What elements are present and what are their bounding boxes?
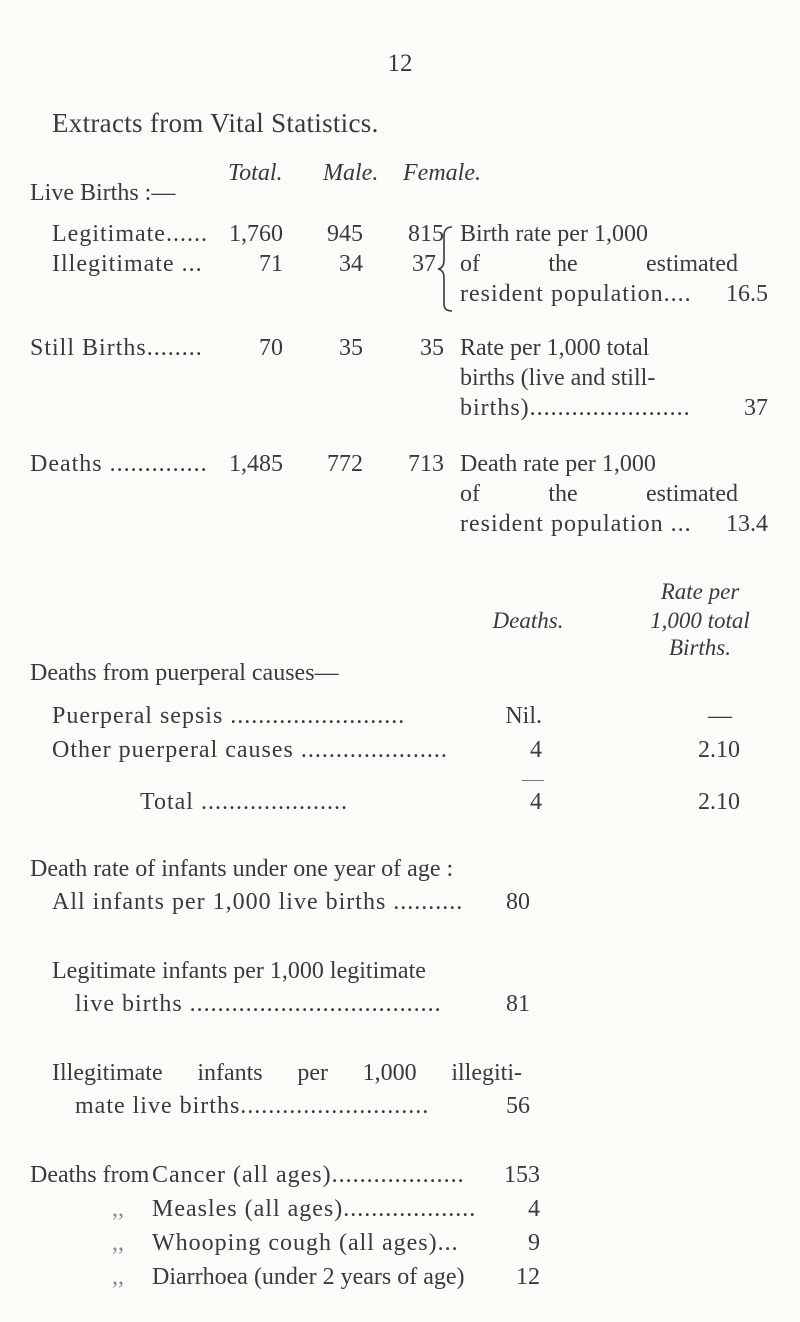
still-births-label: Still Births........ xyxy=(30,335,203,361)
still-births-male: 35 xyxy=(339,335,363,361)
cancer-value: 153 xyxy=(504,1162,540,1188)
diarrhoea-label: Diarrhoea (under 2 years of age) xyxy=(152,1264,465,1290)
col-male-header: Male. xyxy=(323,160,379,186)
rate-per-header-3: Births. xyxy=(669,635,731,660)
puerperal-total-rate: 2.10 xyxy=(698,789,740,815)
live-births-label: Live Births :— xyxy=(30,180,176,206)
puerperal-total-deaths: 4 xyxy=(530,789,542,815)
illegitimate-label: Illegitimate ... xyxy=(52,251,203,277)
other-puerperal-label: Other puerperal causes ..................... xyxy=(52,737,448,763)
still-rate-value: 37 xyxy=(744,395,768,421)
puerperal-sepsis-label: Puerperal sepsis ......................... xyxy=(52,703,406,729)
deaths-total: 1,485 xyxy=(229,451,283,477)
birth-rate-line-1: Birth rate per 1,000 xyxy=(460,221,648,247)
still-births-total: 70 xyxy=(259,335,283,361)
infant-heading: Death rate of infants under one year of age : xyxy=(30,856,454,882)
col-total-header: Total. xyxy=(228,160,283,186)
illegitimate-female: 37 xyxy=(412,251,436,277)
rate-per-header-1: Rate per xyxy=(660,579,740,604)
page-title: Extracts from Vital Statistics. xyxy=(52,108,379,138)
still-rate-line-1: Rate per 1,000 total xyxy=(460,335,650,361)
total-rule xyxy=(522,780,544,781)
other-puerperal-rate: 2.10 xyxy=(698,737,740,763)
whooping-cough-label: Whooping cough (all ages)... xyxy=(152,1230,459,1256)
birth-rate-line-3: resident population.... xyxy=(460,281,692,307)
all-infants-label: All infants per 1,000 live births .......... xyxy=(52,889,464,915)
illegit-infants-line-1: Illegitimate infants per 1,000 illegiti- xyxy=(52,1060,522,1086)
death-rate-line-3: resident population ... xyxy=(460,511,692,537)
legitimate-male: 945 xyxy=(327,221,363,247)
still-rate-line-3: births)....................... xyxy=(460,395,691,421)
legit-infants-line-2: live births .................................... xyxy=(75,991,442,1017)
cancer-label: Cancer (all ages)................... xyxy=(152,1162,465,1188)
legitimate-total: 1,760 xyxy=(229,221,283,247)
puerperal-total-label: Total ..................... xyxy=(140,789,348,815)
curly-brace-icon xyxy=(436,224,456,314)
puerperal-sepsis-deaths: Nil. xyxy=(505,703,542,729)
legitimate-label: Legitimate...... xyxy=(52,221,208,247)
puerperal-heading: Deaths from puerperal causes— xyxy=(30,660,339,686)
death-rate-value: 13.4 xyxy=(726,511,768,537)
legit-infants-value: 81 xyxy=(506,991,530,1017)
illegit-infants-value: 56 xyxy=(506,1093,530,1119)
illegit-infants-line-2: mate live births........................... xyxy=(75,1093,430,1119)
page-number: 12 xyxy=(387,50,413,77)
puerperal-sepsis-rate: — xyxy=(708,703,732,729)
death-rate-line-2: of the estimated xyxy=(460,481,738,507)
causes-prefix: Deaths from xyxy=(30,1162,150,1188)
measles-value: 4 xyxy=(528,1196,540,1222)
puerperal-deaths-header: Deaths. xyxy=(492,608,564,633)
all-infants-value: 80 xyxy=(506,889,530,915)
still-rate-line-2: births (live and still- xyxy=(460,365,656,391)
illegitimate-total: 71 xyxy=(259,251,283,277)
whooping-cough-value: 9 xyxy=(528,1230,540,1256)
still-births-female: 35 xyxy=(420,335,444,361)
col-female-header: Female. xyxy=(403,160,481,186)
measles-label: Measles (all ages)................... xyxy=(152,1196,477,1222)
birth-rate-value: 16.5 xyxy=(726,281,768,307)
legit-infants-line-1: Legitimate infants per 1,000 legitimate xyxy=(52,958,426,984)
ditto-mark: ,, xyxy=(112,1264,124,1290)
ditto-mark: ,, xyxy=(112,1230,124,1256)
legitimate-female: 815 xyxy=(408,221,444,247)
other-puerperal-deaths: 4 xyxy=(530,737,542,763)
deaths-male: 772 xyxy=(327,451,363,477)
diarrhoea-value: 12 xyxy=(516,1264,540,1290)
deaths-female: 713 xyxy=(408,451,444,477)
illegitimate-male: 34 xyxy=(339,251,363,277)
ditto-mark: ,, xyxy=(112,1196,124,1222)
deaths-label: Deaths .............. xyxy=(30,451,208,477)
rate-per-header-2: 1,000 total xyxy=(650,608,750,633)
birth-rate-line-2: of the estimated xyxy=(460,251,738,277)
death-rate-line-1: Death rate per 1,000 xyxy=(460,451,656,477)
